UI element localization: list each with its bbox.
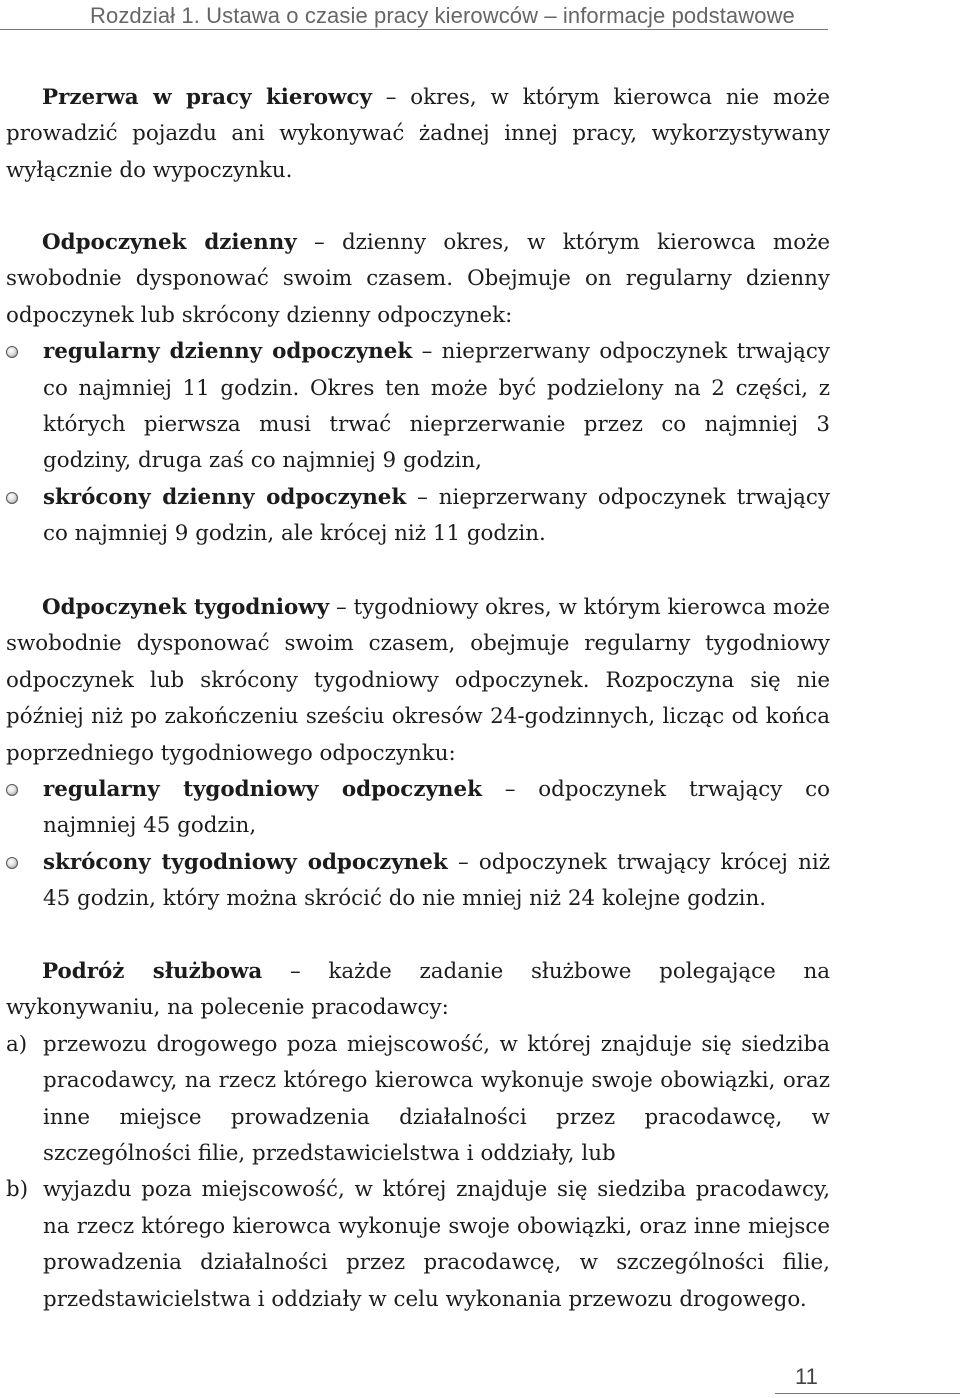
item-text: przewozu drogowego poza miejscowość, w której znajduje się siedziba pracodawcy, na rzecz którego kierowca wykonuje swoje obowiązki, oraz inne miejsce prowadzenia działalności przez pracodawcę, w szczególności filie, przedstawicielstwa i oddziały, lub <box>43 1031 830 1167</box>
definition-term: Podróż służbowa <box>42 959 263 984</box>
list-marker: a) <box>6 1031 28 1057</box>
definition-term: Odpoczynek tygodniowy <box>42 595 330 620</box>
definition-term: Przerwa w pracy kierowcy <box>42 85 372 110</box>
list-item <box>6 334 830 480</box>
list-item <box>6 845 830 918</box>
list-item <box>6 480 830 553</box>
page-header <box>0 0 960 36</box>
definition-text: – okres, w którym kierowca nie może prowadzić pojazdu ani wykonywać żadnej innej pracy, wykorzystywany wyłącznie do wypoczynku. <box>6 85 830 183</box>
definition-odpoczynek-dzienny <box>6 225 830 553</box>
item-text: wyjazdu poza miejscowość, w której znajduje się siedziba pracodawcy, na rzecz którego kierowca wykonuje swoje obowiązki, oraz inne miejsce prowadzenia działalności przez pracodawcę, w szczególności filie, przedstawicielstwa i oddziały w celu wykonania przewozu drogowego. <box>43 1177 830 1312</box>
definition-paragraph <box>6 590 830 772</box>
bullet-icon <box>6 492 18 504</box>
definition-paragraph <box>6 225 830 334</box>
definition-przerwa <box>6 80 830 189</box>
definition-podroz-sluzbowa <box>6 954 830 1318</box>
bullet-icon <box>6 857 18 869</box>
chapter-title: Rozdział 1. Ustawa o czasie pracy kierowców – informacje podstawowe <box>90 3 795 28</box>
definition-term: Odpoczynek dzienny <box>42 230 297 255</box>
item-text: – odpoczynek trwający co najmniej 45 godzin, <box>43 777 830 839</box>
definition-paragraph <box>6 954 830 1027</box>
lettered-list <box>6 1027 830 1318</box>
footer-rule <box>775 1393 960 1394</box>
list-item <box>6 1027 830 1173</box>
bullet-icon <box>6 784 18 796</box>
list-marker: b) <box>6 1177 29 1203</box>
bullet-list <box>6 772 830 918</box>
header-rule <box>0 29 828 30</box>
page-number: 11 <box>795 1364 818 1389</box>
definition-text: – każde zadanie służbowe polegające na wykonywaniu, na polecenie pracodawcy: <box>6 959 830 1021</box>
definition-paragraph <box>6 80 830 189</box>
bullet-icon <box>6 346 18 358</box>
bullet-list <box>6 334 830 552</box>
list-item <box>6 1172 830 1318</box>
item-text: – nieprzerwany odpoczynek trwający co najmniej 9 godzin, ale krócej niż 11 godzin. <box>43 484 830 547</box>
list-item <box>6 772 830 845</box>
definition-text: – tygodniowy okres, w którym kierowca może swobodnie dysponować swoim czasem, obejmuje regularny tygodniowy odpoczynek lub skrócony tygodniowy odpoczynek. Rozpoczyna się nie później niż po zakończeniu sześciu okresów 24-godzinnych, licząc od końca poprzedniego tygodniowego odpoczynku: <box>6 595 830 766</box>
item-term: skrócony tygodniowy odpoczynek <box>43 849 448 875</box>
item-text: – nieprzerwany odpoczynek trwający co najmniej 11 godzin. Okres ten może być podzielony na 2 części, z których pierwsza musi trwać nieprzerwanie przez co najmniej 3 godziny, druga zaś co najmniej 9 godzin, <box>43 339 830 474</box>
item-term: regularny tygodniowy odpoczynek <box>43 777 482 803</box>
item-term: regularny dzienny odpoczynek <box>43 339 413 365</box>
item-text: – odpoczynek trwający krócej niż 45 godzin, który można skrócić do nie mniej niż 24 kolejne godzin. <box>43 849 830 912</box>
item-term: skrócony dzienny odpoczynek <box>43 484 407 510</box>
definition-odpoczynek-tygodniowy <box>6 590 830 918</box>
definition-text: – dzienny okres, w którym kierowca może swobodnie dysponować swoim czasem. Obejmuje on regularny dzienny odpoczynek lub skrócony dzienny odpoczynek: <box>6 230 830 328</box>
